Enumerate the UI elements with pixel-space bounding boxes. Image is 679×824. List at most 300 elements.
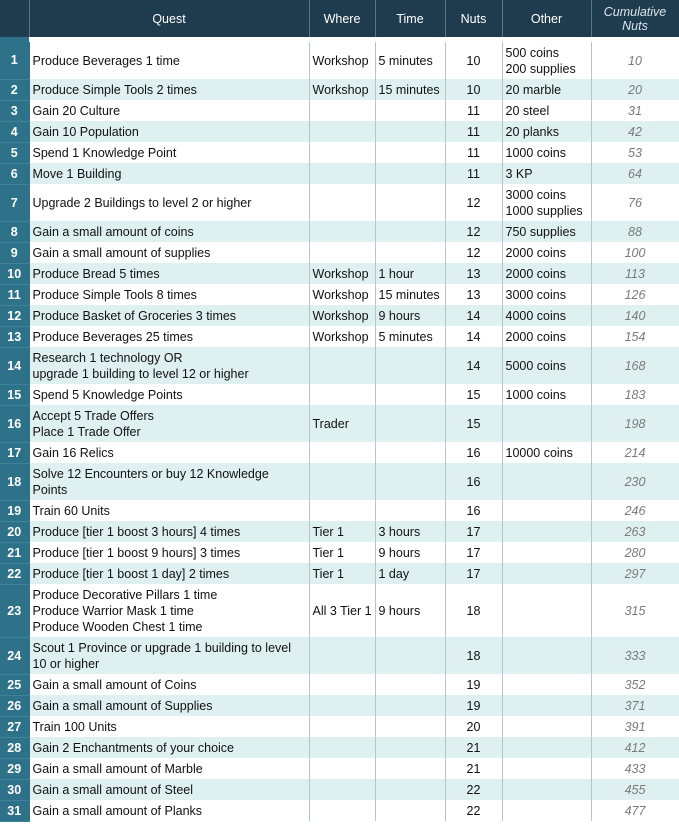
other-reward-line: 3000 coins: [505, 287, 566, 302]
cumulative-nuts-cell: 412: [591, 737, 679, 758]
quest-line: upgrade 1 building to level 12 or higher: [32, 366, 249, 381]
time-cell: [375, 100, 445, 121]
table-row: [0, 463, 679, 500]
table-row: [0, 163, 679, 184]
cumulative-nuts-cell: 391: [591, 716, 679, 737]
nuts-cell: 22: [445, 800, 502, 821]
cumulative-nuts-cell: 42: [591, 121, 679, 142]
quest-line: Gain a small amount of Planks: [32, 803, 203, 818]
time-cell: 1 day: [375, 563, 445, 584]
row-number: 7: [0, 184, 29, 221]
quest-line: Gain a small amount of coins: [32, 224, 194, 239]
where-cell: [309, 695, 375, 716]
other-reward-cell: [502, 284, 591, 305]
table-row: [0, 100, 679, 121]
row-number: 6: [0, 163, 29, 184]
where-cell: Trader: [309, 405, 375, 442]
nuts-cell: 12: [445, 242, 502, 263]
row-number: 10: [0, 263, 29, 284]
nuts-cell: 14: [445, 305, 502, 326]
quest-line: Scout 1 Province or upgrade 1 building to level 10 or higher: [32, 640, 291, 671]
quest-line: Place 1 Trade Offer: [32, 424, 141, 439]
where-cell: Tier 1: [309, 521, 375, 542]
other-reward-line: 3 KP: [505, 166, 533, 181]
quest-line: Produce Warrior Mask 1 time: [32, 603, 194, 618]
row-number: 22: [0, 563, 29, 584]
other-reward-line: 2000 coins: [505, 245, 566, 260]
table-row: [0, 521, 679, 542]
where-cell: [309, 758, 375, 779]
quest-line: Upgrade 2 Buildings to level 2 or higher: [32, 195, 252, 210]
header-row: [0, 0, 679, 37]
other-reward-cell: [502, 716, 591, 737]
quest-line: Gain 2 Enchantments of your choice: [32, 740, 235, 755]
other-reward-line: 10000 coins: [505, 445, 573, 460]
other-reward-line: 2000 coins: [505, 329, 566, 344]
row-number: 31: [0, 800, 29, 821]
nuts-cell: 12: [445, 184, 502, 221]
cumulative-nuts-cell: 31: [591, 100, 679, 121]
time-cell: [375, 184, 445, 221]
where-cell: [309, 221, 375, 242]
where-cell: Workshop: [309, 326, 375, 347]
row-number: 8: [0, 221, 29, 242]
cumulative-nuts-cell: 64: [591, 163, 679, 184]
quest-line: Solve 12 Encounters or buy 12 Knowledge Points: [32, 466, 269, 497]
table-row: [0, 500, 679, 521]
nuts-cell: 11: [445, 163, 502, 184]
cumulative-nuts-cell: 10: [591, 42, 679, 79]
row-number: 23: [0, 584, 29, 637]
other-reward-line: 750 supplies: [505, 224, 576, 239]
cumulative-nuts-cell: 154: [591, 326, 679, 347]
where-cell: Workshop: [309, 284, 375, 305]
quest-line: Gain 10 Population: [32, 124, 139, 139]
quest-cell: [29, 695, 309, 716]
table-row: [0, 384, 679, 405]
quest-cell: [29, 584, 309, 637]
table-row: [0, 121, 679, 142]
cumulative-nuts-cell: 126: [591, 284, 679, 305]
header-number: [0, 0, 29, 37]
cumulative-nuts-cell: 113: [591, 263, 679, 284]
time-cell: 9 hours: [375, 584, 445, 637]
where-cell: [309, 463, 375, 500]
nuts-cell: 13: [445, 284, 502, 305]
quest-cell: [29, 121, 309, 142]
quest-cell: [29, 563, 309, 584]
other-reward-cell: [502, 779, 591, 800]
other-reward-line: 5000 coins: [505, 358, 566, 373]
quest-line: Produce Simple Tools 2 times: [32, 82, 197, 97]
quest-line: Produce Beverages 25 times: [32, 329, 194, 344]
quest-line: Gain a small amount of supplies: [32, 245, 211, 260]
header-time: Time: [375, 0, 445, 37]
where-cell: [309, 779, 375, 800]
table-row: [0, 758, 679, 779]
other-reward-line: 2000 coins: [505, 266, 566, 281]
time-cell: 9 hours: [375, 305, 445, 326]
quest-line: Produce Basket of Groceries 3 times: [32, 308, 237, 323]
quest-line: Gain 20 Culture: [32, 103, 121, 118]
other-reward-cell: [502, 79, 591, 100]
other-reward-line: 20 steel: [505, 103, 550, 118]
quest-line: Gain a small amount of Steel: [32, 782, 193, 797]
row-number: 9: [0, 242, 29, 263]
row-number: 14: [0, 347, 29, 384]
quest-line: Produce [tier 1 boost 9 hours] 3 times: [32, 545, 241, 560]
time-cell: [375, 442, 445, 463]
where-cell: [309, 674, 375, 695]
where-cell: [309, 121, 375, 142]
nuts-cell: 12: [445, 221, 502, 242]
other-reward-line: 1000 supplies: [505, 203, 583, 218]
where-cell: [309, 737, 375, 758]
cumulative-nuts-cell: 433: [591, 758, 679, 779]
where-cell: [309, 142, 375, 163]
quest-line: Train 60 Units: [32, 503, 110, 518]
nuts-cell: 14: [445, 347, 502, 384]
row-number: 5: [0, 142, 29, 163]
cumulative-nuts-cell: 315: [591, 584, 679, 637]
where-cell: [309, 347, 375, 384]
quest-cell: [29, 737, 309, 758]
quest-line: Produce Simple Tools 8 times: [32, 287, 197, 302]
where-cell: Workshop: [309, 79, 375, 100]
table-row: [0, 79, 679, 100]
where-cell: [309, 163, 375, 184]
quest-line: Spend 5 Knowledge Points: [32, 387, 183, 402]
where-cell: Tier 1: [309, 542, 375, 563]
quest-line: Gain a small amount of Marble: [32, 761, 203, 776]
nuts-cell: 16: [445, 500, 502, 521]
quest-line: Gain a small amount of Coins: [32, 677, 197, 692]
nuts-cell: 19: [445, 674, 502, 695]
quest-cell: [29, 758, 309, 779]
nuts-cell: 11: [445, 142, 502, 163]
header-other: Other: [502, 0, 591, 37]
row-number: 3: [0, 100, 29, 121]
time-cell: 5 minutes: [375, 326, 445, 347]
nuts-cell: 17: [445, 563, 502, 584]
cumulative-nuts-cell: 297: [591, 563, 679, 584]
table-header: [0, 0, 679, 37]
cumulative-nuts-cell: 76: [591, 184, 679, 221]
nuts-cell: 17: [445, 542, 502, 563]
time-cell: 9 hours: [375, 542, 445, 563]
other-reward-cell: [502, 584, 591, 637]
other-reward-cell: [502, 347, 591, 384]
quest-cell: [29, 405, 309, 442]
other-reward-line: 1000 coins: [505, 387, 566, 402]
where-cell: Tier 1: [309, 563, 375, 584]
table-row: [0, 674, 679, 695]
nuts-cell: 15: [445, 405, 502, 442]
nuts-cell: 22: [445, 779, 502, 800]
quest-cell: [29, 100, 309, 121]
row-number: 24: [0, 637, 29, 674]
other-reward-cell: [502, 521, 591, 542]
quest-cell: [29, 242, 309, 263]
table-row: [0, 142, 679, 163]
quest-line: Spend 1 Knowledge Point: [32, 145, 177, 160]
where-cell: Workshop: [309, 42, 375, 79]
cumulative-nuts-cell: 168: [591, 347, 679, 384]
time-cell: [375, 637, 445, 674]
quest-cell: [29, 521, 309, 542]
table-row: [0, 637, 679, 674]
table-row: [0, 242, 679, 263]
other-reward-cell: [502, 405, 591, 442]
other-reward-cell: [502, 695, 591, 716]
nuts-cell: 16: [445, 463, 502, 500]
quest-line: Move 1 Building: [32, 166, 122, 181]
table-row: [0, 542, 679, 563]
nuts-cell: 16: [445, 442, 502, 463]
other-reward-cell: [502, 142, 591, 163]
time-cell: [375, 163, 445, 184]
time-cell: [375, 142, 445, 163]
row-number: 27: [0, 716, 29, 737]
time-cell: [375, 347, 445, 384]
nuts-cell: 11: [445, 121, 502, 142]
row-number: 28: [0, 737, 29, 758]
table-row: [0, 800, 679, 821]
where-cell: [309, 384, 375, 405]
quest-cell: [29, 42, 309, 79]
quest-cell: [29, 305, 309, 326]
row-number: 16: [0, 405, 29, 442]
cumulative-nuts-cell: 477: [591, 800, 679, 821]
table-row: [0, 263, 679, 284]
row-number: 26: [0, 695, 29, 716]
quest-cell: [29, 800, 309, 821]
where-cell: Workshop: [309, 305, 375, 326]
quest-cell: [29, 779, 309, 800]
quest-cell: [29, 221, 309, 242]
other-reward-cell: [502, 463, 591, 500]
cumulative-nuts-cell: 230: [591, 463, 679, 500]
row-number: 20: [0, 521, 29, 542]
where-cell: [309, 716, 375, 737]
where-cell: All 3 Tier 1: [309, 584, 375, 637]
table-body: [0, 37, 679, 821]
table-row: [0, 284, 679, 305]
time-cell: [375, 716, 445, 737]
nuts-cell: 15: [445, 384, 502, 405]
nuts-cell: 11: [445, 100, 502, 121]
cumulative-nuts-cell: 183: [591, 384, 679, 405]
nuts-cell: 21: [445, 737, 502, 758]
other-reward-cell: [502, 305, 591, 326]
row-number: 25: [0, 674, 29, 695]
other-reward-line: 20 planks: [505, 124, 560, 139]
quest-cell: [29, 500, 309, 521]
cumulative-nuts-cell: 88: [591, 221, 679, 242]
time-cell: [375, 674, 445, 695]
cumulative-nuts-cell: 198: [591, 405, 679, 442]
nuts-cell: 14: [445, 326, 502, 347]
table-row: [0, 42, 679, 79]
table-row: [0, 779, 679, 800]
quest-cell: [29, 384, 309, 405]
quest-line: Produce [tier 1 boost 1 day] 2 times: [32, 566, 230, 581]
other-reward-cell: [502, 100, 591, 121]
table-row: [0, 442, 679, 463]
table-row: [0, 326, 679, 347]
row-number: 17: [0, 442, 29, 463]
where-cell: [309, 500, 375, 521]
other-reward-cell: [502, 758, 591, 779]
other-reward-cell: [502, 563, 591, 584]
where-cell: Workshop: [309, 263, 375, 284]
header-where: Where: [309, 0, 375, 37]
row-number: 1: [0, 42, 29, 79]
other-reward-cell: [502, 737, 591, 758]
table-row: [0, 695, 679, 716]
time-cell: 3 hours: [375, 521, 445, 542]
quest-line: Produce Beverages 1 time: [32, 53, 180, 68]
table-row: [0, 184, 679, 221]
cumulative-nuts-cell: 20: [591, 79, 679, 100]
cumulative-nuts-cell: 333: [591, 637, 679, 674]
other-reward-cell: [502, 42, 591, 79]
quest-cell: [29, 463, 309, 500]
header-quest: Quest: [29, 0, 309, 37]
quest-line: Research 1 technology OR: [32, 350, 183, 365]
table-row: [0, 405, 679, 442]
time-cell: [375, 384, 445, 405]
nuts-cell: 10: [445, 42, 502, 79]
table-row: [0, 221, 679, 242]
time-cell: 15 minutes: [375, 79, 445, 100]
table-row: [0, 563, 679, 584]
time-cell: [375, 242, 445, 263]
quest-cell: [29, 637, 309, 674]
time-cell: [375, 695, 445, 716]
quest-line: Gain 16 Relics: [32, 445, 114, 460]
table-row: [0, 584, 679, 637]
table-row: [0, 305, 679, 326]
quest-line: Gain a small amount of Supplies: [32, 698, 213, 713]
nuts-cell: 20: [445, 716, 502, 737]
cumulative-nuts-cell: 263: [591, 521, 679, 542]
table-row: [0, 347, 679, 384]
quest-cell: [29, 716, 309, 737]
other-reward-cell: [502, 800, 591, 821]
header-cumulative-line2: Nuts: [622, 18, 648, 33]
other-reward-line: 3000 coins: [505, 187, 566, 202]
header-nuts: Nuts: [445, 0, 502, 37]
quest-cell: [29, 163, 309, 184]
nuts-cell: 18: [445, 637, 502, 674]
where-cell: [309, 100, 375, 121]
row-number: 30: [0, 779, 29, 800]
other-reward-cell: [502, 542, 591, 563]
cumulative-nuts-cell: 352: [591, 674, 679, 695]
other-reward-line: 500 coins: [505, 45, 560, 60]
row-number: 2: [0, 79, 29, 100]
quest-line: Produce Bread 5 times: [32, 266, 160, 281]
cumulative-nuts-cell: 455: [591, 779, 679, 800]
other-reward-cell: [502, 674, 591, 695]
row-number: 21: [0, 542, 29, 563]
quest-cell: [29, 284, 309, 305]
quest-line: Accept 5 Trade Offers: [32, 408, 154, 423]
quest-cell: [29, 326, 309, 347]
other-reward-cell: [502, 242, 591, 263]
row-number: 11: [0, 284, 29, 305]
cumulative-nuts-cell: 214: [591, 442, 679, 463]
time-cell: [375, 121, 445, 142]
time-cell: 5 minutes: [375, 42, 445, 79]
quest-cell: [29, 347, 309, 384]
row-number: 13: [0, 326, 29, 347]
header-cumulative-line1: Cumulative: [603, 4, 667, 19]
quest-cell: [29, 184, 309, 221]
quest-line: Train 100 Units: [32, 719, 117, 734]
time-cell: [375, 405, 445, 442]
other-reward-line: 4000 coins: [505, 308, 566, 323]
row-number: 18: [0, 463, 29, 500]
time-cell: [375, 779, 445, 800]
other-reward-cell: [502, 500, 591, 521]
cumulative-nuts-cell: 140: [591, 305, 679, 326]
time-cell: [375, 800, 445, 821]
time-cell: 15 minutes: [375, 284, 445, 305]
time-cell: [375, 758, 445, 779]
other-reward-cell: [502, 221, 591, 242]
quest-line: Produce Wooden Chest 1 time: [32, 619, 203, 634]
time-cell: [375, 221, 445, 242]
row-number: 19: [0, 500, 29, 521]
other-reward-cell: [502, 326, 591, 347]
nuts-cell: 21: [445, 758, 502, 779]
other-reward-cell: [502, 184, 591, 221]
other-reward-cell: [502, 121, 591, 142]
where-cell: [309, 184, 375, 221]
quest-cell: [29, 674, 309, 695]
quest-cell: [29, 263, 309, 284]
nuts-cell: 19: [445, 695, 502, 716]
time-cell: [375, 737, 445, 758]
header-cumulative-nuts: [591, 0, 679, 37]
quest-cell: [29, 542, 309, 563]
quest-cell: [29, 442, 309, 463]
other-reward-line: 20 marble: [505, 82, 562, 97]
cumulative-nuts-cell: 280: [591, 542, 679, 563]
table-row: [0, 716, 679, 737]
other-reward-cell: [502, 442, 591, 463]
where-cell: [309, 242, 375, 263]
other-reward-line: 200 supplies: [505, 61, 576, 76]
cumulative-nuts-cell: 371: [591, 695, 679, 716]
row-number: 29: [0, 758, 29, 779]
nuts-cell: 17: [445, 521, 502, 542]
time-cell: [375, 463, 445, 500]
nuts-cell: 13: [445, 263, 502, 284]
cumulative-nuts-cell: 246: [591, 500, 679, 521]
where-cell: [309, 442, 375, 463]
cumulative-nuts-cell: 100: [591, 242, 679, 263]
quest-line: Produce Decorative Pillars 1 time: [32, 587, 218, 602]
row-number: 4: [0, 121, 29, 142]
other-reward-line: 1000 coins: [505, 145, 566, 160]
where-cell: [309, 800, 375, 821]
quest-line: Produce [tier 1 boost 3 hours] 4 times: [32, 524, 241, 539]
quest-cell: [29, 79, 309, 100]
other-reward-cell: [502, 163, 591, 184]
